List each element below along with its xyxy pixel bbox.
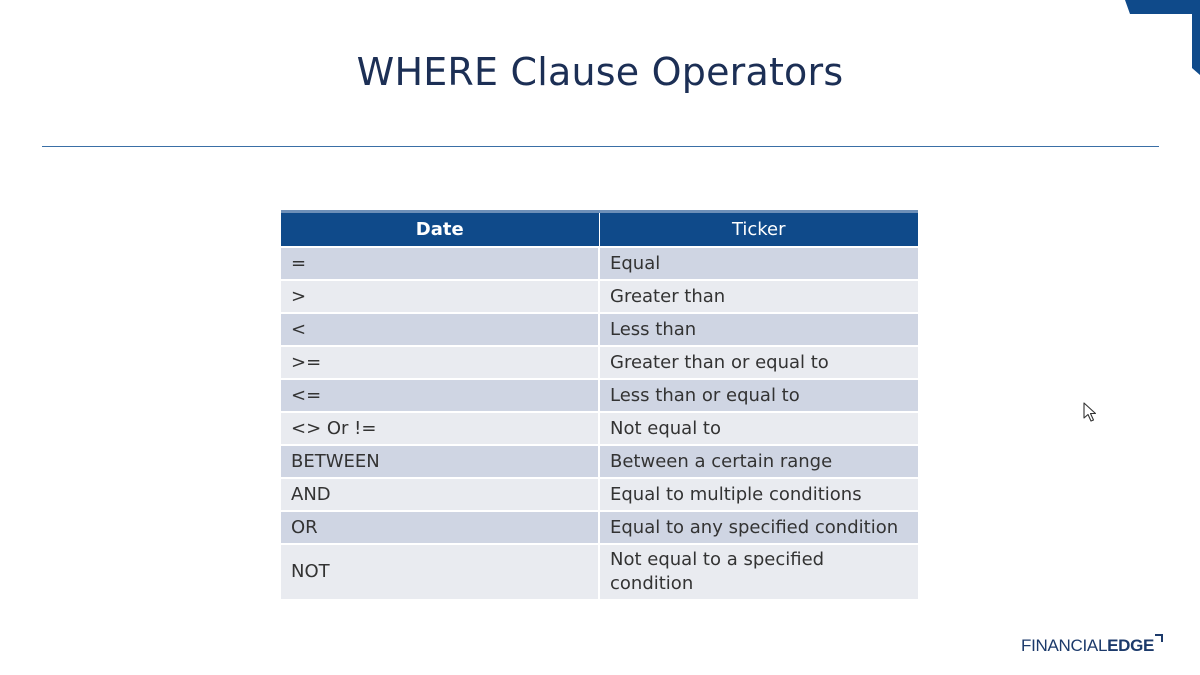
table-row bbox=[281, 445, 918, 478]
operator-cell: OR bbox=[281, 511, 599, 544]
header-cell-ticker: Ticker bbox=[599, 212, 918, 248]
meaning-cell: Not equal to bbox=[599, 412, 918, 445]
logo-text-financial: FINANCIAL bbox=[1021, 636, 1108, 655]
meaning-cell: Greater than bbox=[599, 280, 918, 313]
slide-title: WHERE Clause Operators bbox=[356, 50, 844, 94]
operator-cell: >= bbox=[281, 346, 599, 379]
operator-cell: = bbox=[281, 247, 599, 280]
operator-cell: < bbox=[281, 313, 599, 346]
mouse-pointer-icon bbox=[1083, 402, 1097, 422]
table-row bbox=[281, 247, 918, 280]
table-body bbox=[281, 247, 918, 599]
operator-cell: <> Or != bbox=[281, 412, 599, 445]
title-divider bbox=[42, 146, 1159, 147]
table-header bbox=[281, 212, 918, 248]
table-row bbox=[281, 379, 918, 412]
table-row bbox=[281, 346, 918, 379]
operators-table bbox=[281, 210, 918, 599]
meaning-cell: Not equal to a specified condition bbox=[599, 544, 918, 599]
meaning-cell: Equal to any specified condition bbox=[599, 511, 918, 544]
header-row bbox=[281, 212, 918, 248]
logo-text-edge: EDGE bbox=[1107, 636, 1155, 655]
operator-cell: AND bbox=[281, 478, 599, 511]
financial-edge-logo bbox=[1021, 634, 1163, 656]
operator-cell: <= bbox=[281, 379, 599, 412]
table-row bbox=[281, 280, 918, 313]
logo-corner-mark-icon bbox=[1155, 634, 1163, 642]
meaning-cell: Less than bbox=[599, 313, 918, 346]
header-cell-date: Date bbox=[281, 212, 599, 248]
operator-cell: NOT bbox=[281, 544, 599, 599]
operator-cell: BETWEEN bbox=[281, 445, 599, 478]
operator-cell: > bbox=[281, 280, 599, 313]
meaning-cell: Less than or equal to bbox=[599, 379, 918, 412]
table-row bbox=[281, 511, 918, 544]
meaning-cell: Equal to multiple conditions bbox=[599, 478, 918, 511]
table-row bbox=[281, 412, 918, 445]
table-row bbox=[281, 313, 918, 346]
table-row bbox=[281, 544, 918, 599]
table-row bbox=[281, 478, 918, 511]
meaning-cell: Between a certain range bbox=[599, 445, 918, 478]
meaning-cell: Equal bbox=[599, 247, 918, 280]
meaning-cell: Greater than or equal to bbox=[599, 346, 918, 379]
